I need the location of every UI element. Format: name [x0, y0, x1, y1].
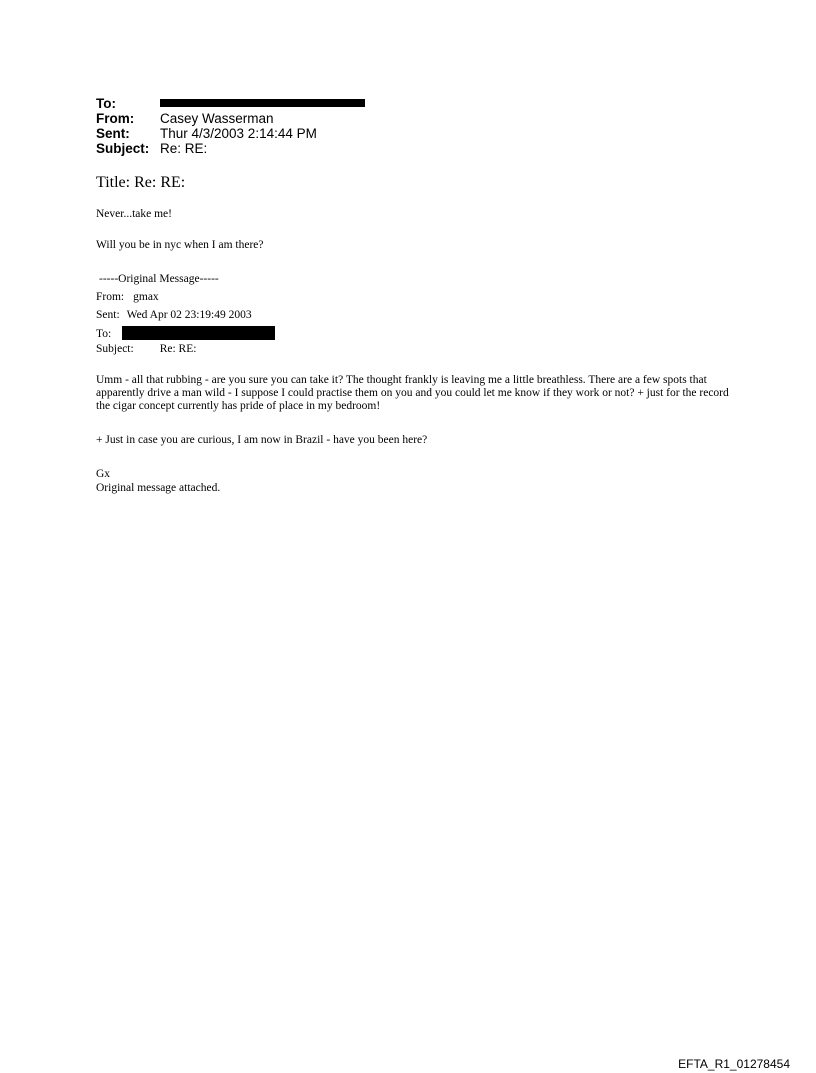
document-id: EFTA_R1_01278454	[678, 1057, 790, 1071]
header-sent-row	[96, 126, 365, 141]
original-from-value: gmax	[133, 291, 159, 303]
original-sent-label: Sent:	[96, 309, 120, 321]
header-subject-row	[96, 141, 365, 156]
reply-line-1: Never...take me!	[96, 208, 172, 220]
original-from-label: From:	[96, 291, 125, 303]
email-title: Title: Re: RE:	[96, 174, 186, 191]
reply-line-2: Will you be in nyc when I am there?	[96, 239, 264, 251]
redacted-recipient	[160, 99, 365, 107]
original-to-row	[96, 326, 275, 341]
to-label: To:	[96, 96, 116, 111]
original-body-paragraph-1: Umm - all that rubbing - are you sure you can take it? The thought frankly is leaving me a little breathless. There are a few spots that apparently drive a man wild - I suppose I could practise them on you and you could let me know if they work or not? + just for the record the cigar concept currently has pride of place in my bedroom!	[96, 374, 729, 412]
header-to-row	[96, 96, 365, 111]
signature: Gx	[96, 468, 111, 480]
header-from-row	[96, 111, 365, 126]
original-to-label: To:	[96, 328, 112, 340]
redacted-original-recipient	[122, 326, 275, 340]
attachment-note: Original message attached.	[96, 482, 221, 494]
subject-label: Subject:	[96, 141, 150, 156]
original-message-separator: -----Original Message-----	[99, 273, 219, 285]
original-subject-row	[96, 343, 196, 356]
original-sent-value: Wed Apr 02 23:19:49 2003	[126, 309, 252, 321]
subject-value: Re: RE:	[160, 141, 208, 156]
original-sent-row	[96, 309, 252, 322]
sent-value: Thur 4/3/2003 2:14:44 PM	[160, 126, 317, 141]
original-subject-label: Subject:	[96, 343, 134, 355]
sent-label: Sent:	[96, 126, 130, 141]
from-label: From:	[96, 111, 135, 126]
original-from-row	[96, 291, 159, 304]
original-subject-value: Re: RE:	[159, 343, 197, 355]
email-header	[96, 96, 365, 156]
from-value: Casey Wasserman	[160, 111, 274, 126]
original-body-paragraph-2: + Just in case you are curious, I am now in Brazil - have you been here?	[96, 434, 428, 446]
